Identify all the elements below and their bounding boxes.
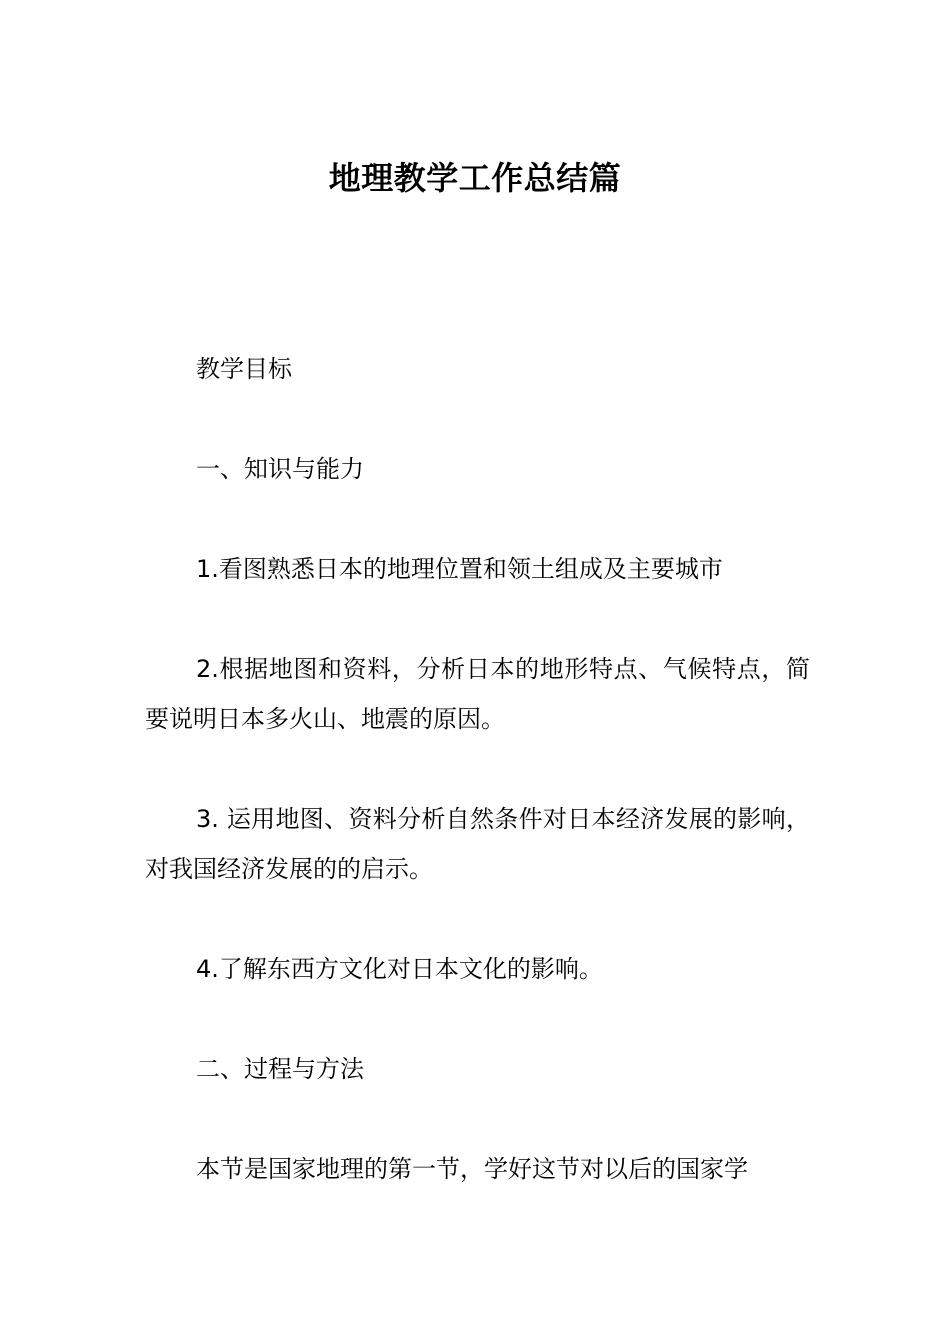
list-item-1: 1.看图熟悉日本的地理位置和领土组成及主要城市 [196, 555, 723, 583]
body-paragraph: 本节是国家地理的第一节，学好这节对以后的国家学 [196, 1155, 748, 1183]
section-heading-teaching-goals: 教学目标 [196, 355, 292, 383]
subsection-heading-process-method: 二、过程与方法 [196, 1055, 364, 1083]
subsection-heading-knowledge-ability: 一、知识与能力 [196, 455, 364, 483]
document-title: 地理教学工作总结篇 [328, 159, 622, 197]
list-item-3: 3. 运用地图、资料分析自然条件对日本经济发展的影响，对我国经济发展的的启示。 [145, 805, 810, 883]
list-item-4: 4.了解东西方文化对日本文化的影响。 [196, 955, 603, 983]
list-item-2: 2.根据地图和资料，分析日本的地形特点、气候特点，简要说明日本多火山、地震的原因。 [145, 655, 810, 733]
